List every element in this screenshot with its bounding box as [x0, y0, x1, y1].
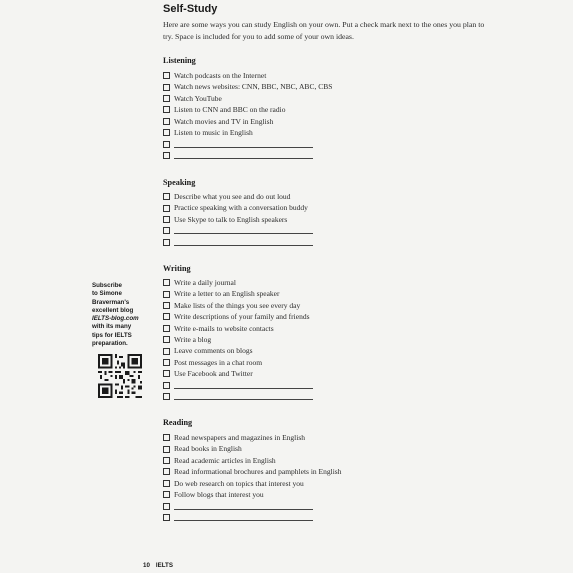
- checkbox[interactable]: [163, 205, 170, 212]
- reading-checklist-item: [163, 455, 341, 466]
- checklist-item-label: Use Skype to talk to English speakers: [174, 214, 288, 224]
- promo-line: excellent blog: [92, 306, 134, 314]
- reading-checklist: [163, 432, 341, 523]
- checkbox[interactable]: [163, 106, 170, 113]
- checklist-item-label: Use Facebook and Twitter: [174, 369, 253, 379]
- checklist-item-label: Listen to CNN and BBC on the radio: [174, 105, 286, 115]
- checkbox[interactable]: [163, 382, 170, 389]
- listening-checklist-item: [163, 127, 332, 138]
- writing-checklist-item: [163, 311, 313, 322]
- write-in-blank[interactable]: [174, 509, 313, 510]
- promo-line: Braverman's: [92, 298, 130, 306]
- writing-checklist-item: [163, 357, 313, 368]
- checklist-item-label: Write e-mails to website contacts: [174, 323, 274, 333]
- checkbox[interactable]: [163, 72, 170, 79]
- writing-checklist-item: [163, 391, 313, 402]
- checklist-item-label: Watch news websites: CNN, BBC, NBC, ABC, CBS: [174, 82, 333, 92]
- checkbox[interactable]: [163, 434, 170, 441]
- checkbox[interactable]: [163, 359, 170, 366]
- speaking-checklist-item: [163, 237, 313, 248]
- checklist-item-label: Practice speaking with a conversation buddy: [174, 203, 308, 213]
- listening-checklist-item: [163, 70, 332, 81]
- checkbox[interactable]: [163, 313, 170, 320]
- checkbox[interactable]: [163, 370, 170, 377]
- speaking-heading: Speaking: [163, 178, 196, 187]
- checklist-item-label: Read academic articles in English: [174, 455, 276, 465]
- listening-checklist-item: [163, 104, 332, 115]
- checklist-item-label: Write a blog: [174, 334, 212, 344]
- checkbox[interactable]: [163, 468, 170, 475]
- checklist-item-label: Watch YouTube: [174, 93, 222, 103]
- checkbox[interactable]: [163, 503, 170, 510]
- qr-code-icon[interactable]: [98, 354, 142, 398]
- checkbox[interactable]: [163, 457, 170, 464]
- checkbox[interactable]: [163, 291, 170, 298]
- listening-checklist-item: [163, 150, 332, 161]
- reading-heading: Reading: [163, 418, 193, 427]
- checkbox[interactable]: [163, 193, 170, 200]
- promo-blog-link[interactable]: IELTS-blog.com: [92, 315, 139, 323]
- listening-checklist-item: [163, 116, 332, 127]
- writing-checklist-item: [163, 323, 313, 334]
- write-in-blank[interactable]: [174, 233, 313, 234]
- checklist-item-label: Listen to music in English: [174, 127, 253, 137]
- speaking-checklist-item: [163, 225, 313, 236]
- checklist-item-label: Watch movies and TV in English: [174, 116, 274, 126]
- checkbox[interactable]: [163, 491, 170, 498]
- reading-checklist-item: [163, 500, 341, 511]
- write-in-blank[interactable]: [174, 158, 313, 159]
- checkbox[interactable]: [163, 152, 170, 159]
- writing-checklist-item: [163, 334, 313, 345]
- checklist-item-label: Write a letter to an English speaker: [174, 289, 280, 299]
- writing-heading: Writing: [163, 264, 191, 273]
- checkbox[interactable]: [163, 393, 170, 400]
- checklist-item-label: Write descriptions of your family and friends: [174, 312, 310, 322]
- checkbox[interactable]: [163, 514, 170, 521]
- listening-checklist-item: [163, 93, 332, 104]
- blog-promo: [92, 282, 154, 348]
- write-in-blank[interactable]: [174, 399, 313, 400]
- checklist-item-label: Read newspapers and magazines in English: [174, 433, 306, 442]
- page-footer: [143, 562, 179, 569]
- checklist-item-label: Do web research on topics that interest you: [174, 478, 304, 488]
- checkbox[interactable]: [163, 348, 170, 355]
- page-number: 10: [143, 562, 150, 569]
- checkbox[interactable]: [163, 325, 170, 332]
- checkbox[interactable]: [163, 141, 170, 148]
- speaking-checklist-item: [163, 191, 313, 202]
- writing-checklist-item: [163, 288, 313, 299]
- page-title: Self-Study: [163, 3, 218, 15]
- checklist-item-label: Watch podcasts on the Internet: [174, 71, 267, 80]
- checkbox[interactable]: [163, 239, 170, 246]
- listening-checklist: [163, 70, 332, 161]
- write-in-blank[interactable]: [174, 147, 313, 148]
- writing-checklist-item: [163, 300, 313, 311]
- promo-line: tips for IELTS: [92, 331, 132, 339]
- checkbox[interactable]: [163, 118, 170, 125]
- promo-line: to Simone: [92, 290, 122, 298]
- checklist-item-label: Follow blogs that interest you: [174, 489, 264, 499]
- reading-checklist-item: [163, 432, 341, 443]
- writing-checklist: [163, 277, 313, 402]
- writing-checklist-item: [163, 380, 313, 391]
- reading-checklist-item: [163, 512, 341, 523]
- speaking-checklist-item: [163, 214, 313, 225]
- checkbox[interactable]: [163, 480, 170, 487]
- checkbox[interactable]: [163, 95, 170, 102]
- checkbox[interactable]: [163, 446, 170, 453]
- checklist-item-label: Leave comments on blogs: [174, 346, 253, 356]
- checkbox[interactable]: [163, 336, 170, 343]
- write-in-blank[interactable]: [174, 520, 313, 521]
- listening-checklist-item: [163, 81, 332, 92]
- checkbox[interactable]: [163, 227, 170, 234]
- checkbox[interactable]: [163, 216, 170, 223]
- checklist-item-label: Write a daily journal: [174, 278, 236, 287]
- checklist-item-label: Post messages in a chat room: [174, 357, 263, 367]
- reading-checklist-item: [163, 466, 341, 477]
- listening-checklist-item: [163, 138, 332, 149]
- checklist-item-label: Make lists of the things you see every day: [174, 300, 301, 310]
- checklist-item-label: Read books in English: [174, 444, 242, 454]
- checkbox[interactable]: [163, 279, 170, 286]
- promo-line: preparation.: [92, 340, 128, 348]
- reading-checklist-item: [163, 443, 341, 454]
- checkbox[interactable]: [163, 129, 170, 136]
- reading-checklist-item: [163, 489, 341, 500]
- writing-checklist-item: [163, 345, 313, 356]
- checklist-item-label: Describe what you see and do out loud: [174, 192, 291, 201]
- promo-line: with its many: [92, 323, 132, 331]
- checklist-item-label: Read informational brochures and pamphlets in English: [174, 467, 342, 477]
- writing-checklist-item: [163, 368, 313, 379]
- reading-checklist-item: [163, 478, 341, 489]
- checkbox[interactable]: [163, 84, 170, 91]
- speaking-checklist-item: [163, 202, 313, 213]
- write-in-blank[interactable]: [174, 245, 313, 246]
- write-in-blank[interactable]: [174, 388, 313, 389]
- book-title: IELTS: [155, 562, 173, 569]
- promo-line: Subscribe: [92, 282, 122, 289]
- writing-checklist-item: [163, 277, 313, 288]
- speaking-checklist: [163, 191, 313, 248]
- listening-heading: Listening: [163, 56, 196, 65]
- checkbox[interactable]: [163, 302, 170, 309]
- intro-paragraph: Here are some ways you can study English on your own. Put a check mark next to the ones you plan to try. Space is included for you to add some of your own ideas.: [163, 20, 485, 41]
